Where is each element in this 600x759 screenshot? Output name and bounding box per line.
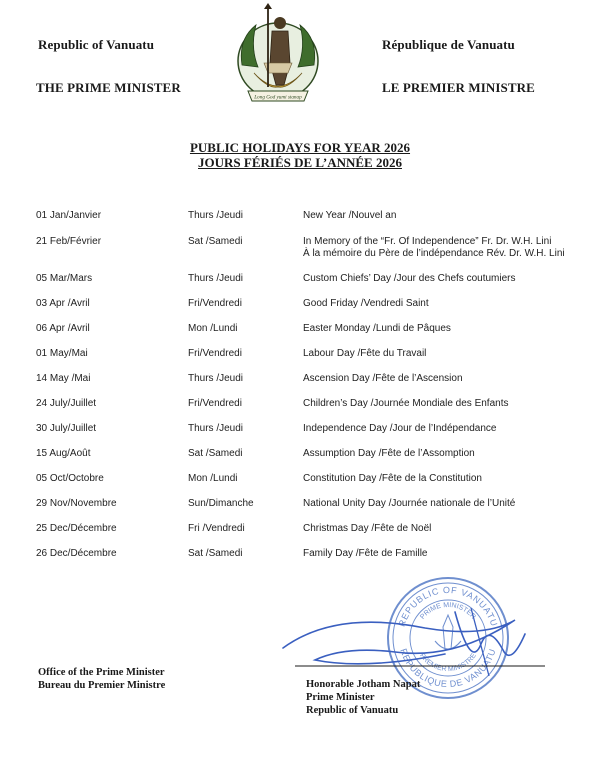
holiday-name <box>303 448 593 460</box>
signatory-title: Prime Minister <box>306 692 375 703</box>
holiday-name-line: Custom Chiefs’ Day /Jour des Chefs coutumiers <box>303 273 516 284</box>
holiday-date: 24 July/Juillet <box>36 398 97 409</box>
holiday-name <box>303 323 593 335</box>
holiday-name-line: Assumption Day /Fête de l’Assomption <box>303 448 475 459</box>
holiday-name <box>303 473 593 485</box>
holiday-weekday: Mon /Lundi <box>188 323 238 334</box>
holiday-weekday: Thurs /Jeudi <box>188 373 244 384</box>
holiday-name <box>303 298 593 310</box>
emblem-motto: Long God yumi stanap <box>254 94 302 101</box>
holiday-date: 26 Dec/Décembre <box>36 548 117 559</box>
holiday-name <box>303 373 593 385</box>
holiday-date: 01 May/Mai <box>36 348 88 359</box>
holiday-name-line-fr: À la mémoire du Père de l’indépendance Rév. Dr. W.H. Lini <box>303 248 565 259</box>
holiday-name-line: In Memory of the “Fr. Of Independence” Fr. Dr. W.H. Lini <box>303 236 552 247</box>
holiday-date: 05 Oct/Octobre <box>36 473 104 484</box>
holiday-weekday: Fri/Vendredi <box>188 348 242 359</box>
holiday-weekday: Thurs /Jeudi <box>188 423 244 434</box>
holiday-name-line: Good Friday /Vendredi Saint <box>303 298 429 309</box>
holiday-name-line: National Unity Day /Journée nationale de l’Unité <box>303 498 516 509</box>
holiday-name-line: Constitution Day /Fête de la Constitution <box>303 473 482 484</box>
holiday-date: 06 Apr /Avril <box>36 323 90 334</box>
seal-inner-top: PRIME MINISTER <box>419 601 477 621</box>
header-country-en: Republic of Vanuatu <box>38 37 155 52</box>
coat-of-arms-icon <box>228 3 328 107</box>
signatory-country: Republic of Vanuatu <box>306 705 399 716</box>
holiday-name-line: Christmas Day /Fête de Noël <box>303 523 432 534</box>
holiday-name-line: Labour Day /Fête du Travail <box>303 348 427 359</box>
seal-inner-bottom: PREMIER MINISTRE <box>418 652 478 674</box>
holiday-date: 21 Feb/Février <box>36 236 102 247</box>
signatory-block <box>306 678 420 717</box>
holiday-weekday: Sat /Samedi <box>188 548 243 559</box>
holiday-date: 03 Apr /Avril <box>36 298 90 309</box>
holiday-weekday: Sun/Dimanche <box>188 498 254 509</box>
holiday-name <box>303 498 593 510</box>
holiday-weekday: Sat /Samedi <box>188 236 243 247</box>
seal-ring-top: REPUBLIC OF VANUATU <box>396 584 500 628</box>
issuing-office <box>38 666 165 692</box>
seal-ring-bottom: REPUBLIQUE DE VANUATU <box>398 647 498 690</box>
holiday-name <box>303 548 593 560</box>
holiday-weekday: Thurs /Jeudi <box>188 210 244 221</box>
holiday-date: 25 Dec/Décembre <box>36 523 117 534</box>
header-office-fr: LE PREMIER MINISTRE <box>382 80 535 95</box>
title-english: PUBLIC HOLIDAYS FOR YEAR 2026 <box>189 140 411 155</box>
holiday-name-line: Children’s Day /Journée Mondiale des Enfants <box>303 398 509 409</box>
holiday-name <box>303 348 593 360</box>
holiday-weekday: Sat /Samedi <box>188 448 243 459</box>
holiday-name <box>303 523 593 535</box>
holiday-name <box>303 398 593 410</box>
office-name-fr: Bureau du Premier Ministre <box>38 680 166 691</box>
holiday-name <box>303 236 593 260</box>
signatory-name: Honorable Jotham Napat <box>306 679 421 690</box>
holiday-name-line: Independence Day /Jour de l’Indépendance <box>303 423 497 434</box>
holiday-date: 01 Jan/Janvier <box>36 210 102 221</box>
holiday-weekday: Mon /Lundi <box>188 473 238 484</box>
holiday-date: 29 Nov/Novembre <box>36 498 117 509</box>
holiday-weekday: Thurs /Jeudi <box>188 273 244 284</box>
holiday-name-line: Easter Monday /Lundi de Pâques <box>303 323 451 334</box>
holiday-date: 14 May /Mai <box>36 373 91 384</box>
holiday-name-line: New Year /Nouvel an <box>303 210 397 221</box>
holiday-name-line: Ascension Day /Fête de l’Ascension <box>303 373 463 384</box>
header-country-fr: République de Vanuatu <box>382 37 515 52</box>
holiday-date: 15 Aug/Août <box>36 448 91 459</box>
holiday-weekday: Fri/Vendredi <box>188 298 242 309</box>
holiday-name <box>303 273 593 285</box>
holiday-weekday: Fri /Vendredi <box>188 523 245 534</box>
title-french: JOURS FÉRIÉS DE L’ANNÉE 2026 <box>198 155 402 170</box>
holiday-weekday: Fri/Vendredi <box>188 398 242 409</box>
holiday-name <box>303 210 593 222</box>
document-title <box>0 140 600 170</box>
office-name-en: Office of the Prime Minister <box>38 667 165 678</box>
signature-icon <box>275 590 565 685</box>
holiday-name <box>303 423 593 435</box>
holiday-date: 30 July/Juillet <box>36 423 97 434</box>
holiday-date: 05 Mar/Mars <box>36 273 93 284</box>
holiday-name-line: Family Day /Fête de Famille <box>303 548 428 559</box>
header-office-en: THE PRIME MINISTER <box>36 80 181 95</box>
